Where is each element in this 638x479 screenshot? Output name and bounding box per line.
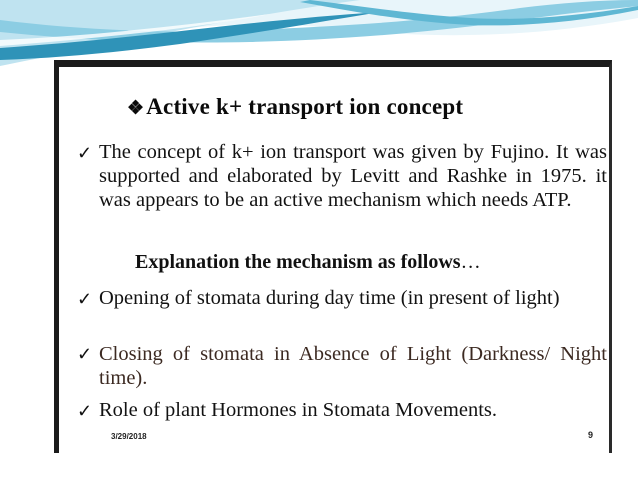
explanation-ellipsis: … bbox=[460, 251, 481, 273]
explanation-heading bbox=[135, 251, 481, 274]
diamond-bullet-icon: ❖ bbox=[127, 98, 145, 119]
page-number: 9 bbox=[588, 430, 594, 440]
checkmark-icon: ✓ bbox=[77, 344, 93, 364]
checkmark-icon: ✓ bbox=[77, 401, 93, 421]
checkmark-icon: ✓ bbox=[77, 289, 93, 309]
slide-image-panel bbox=[54, 60, 612, 453]
checkmark-icon: ✓ bbox=[77, 143, 93, 163]
slide-title-text: Active k+ transport ion concept bbox=[146, 94, 464, 119]
point-closing-stomata: Closing of stomata in Absence of Light (Darkness/ Night time). bbox=[99, 343, 607, 389]
footer-date: 3/29/2018 bbox=[111, 432, 147, 441]
point-opening-stomata: Opening of stomata during day time (in present of light) bbox=[99, 287, 560, 309]
slide-title bbox=[127, 94, 463, 120]
point-plant-hormones: Role of plant Hormones in Stomata Movements. bbox=[99, 399, 497, 421]
explanation-heading-text: Explanation the mechanism as follows bbox=[135, 251, 461, 273]
intro-paragraph: The concept of k+ ion transport was given by Fujino. It was supported and elaborated by Levitt and Rashke in 1975. it was appears to be an active mechanism which needs ATP. bbox=[99, 141, 607, 211]
